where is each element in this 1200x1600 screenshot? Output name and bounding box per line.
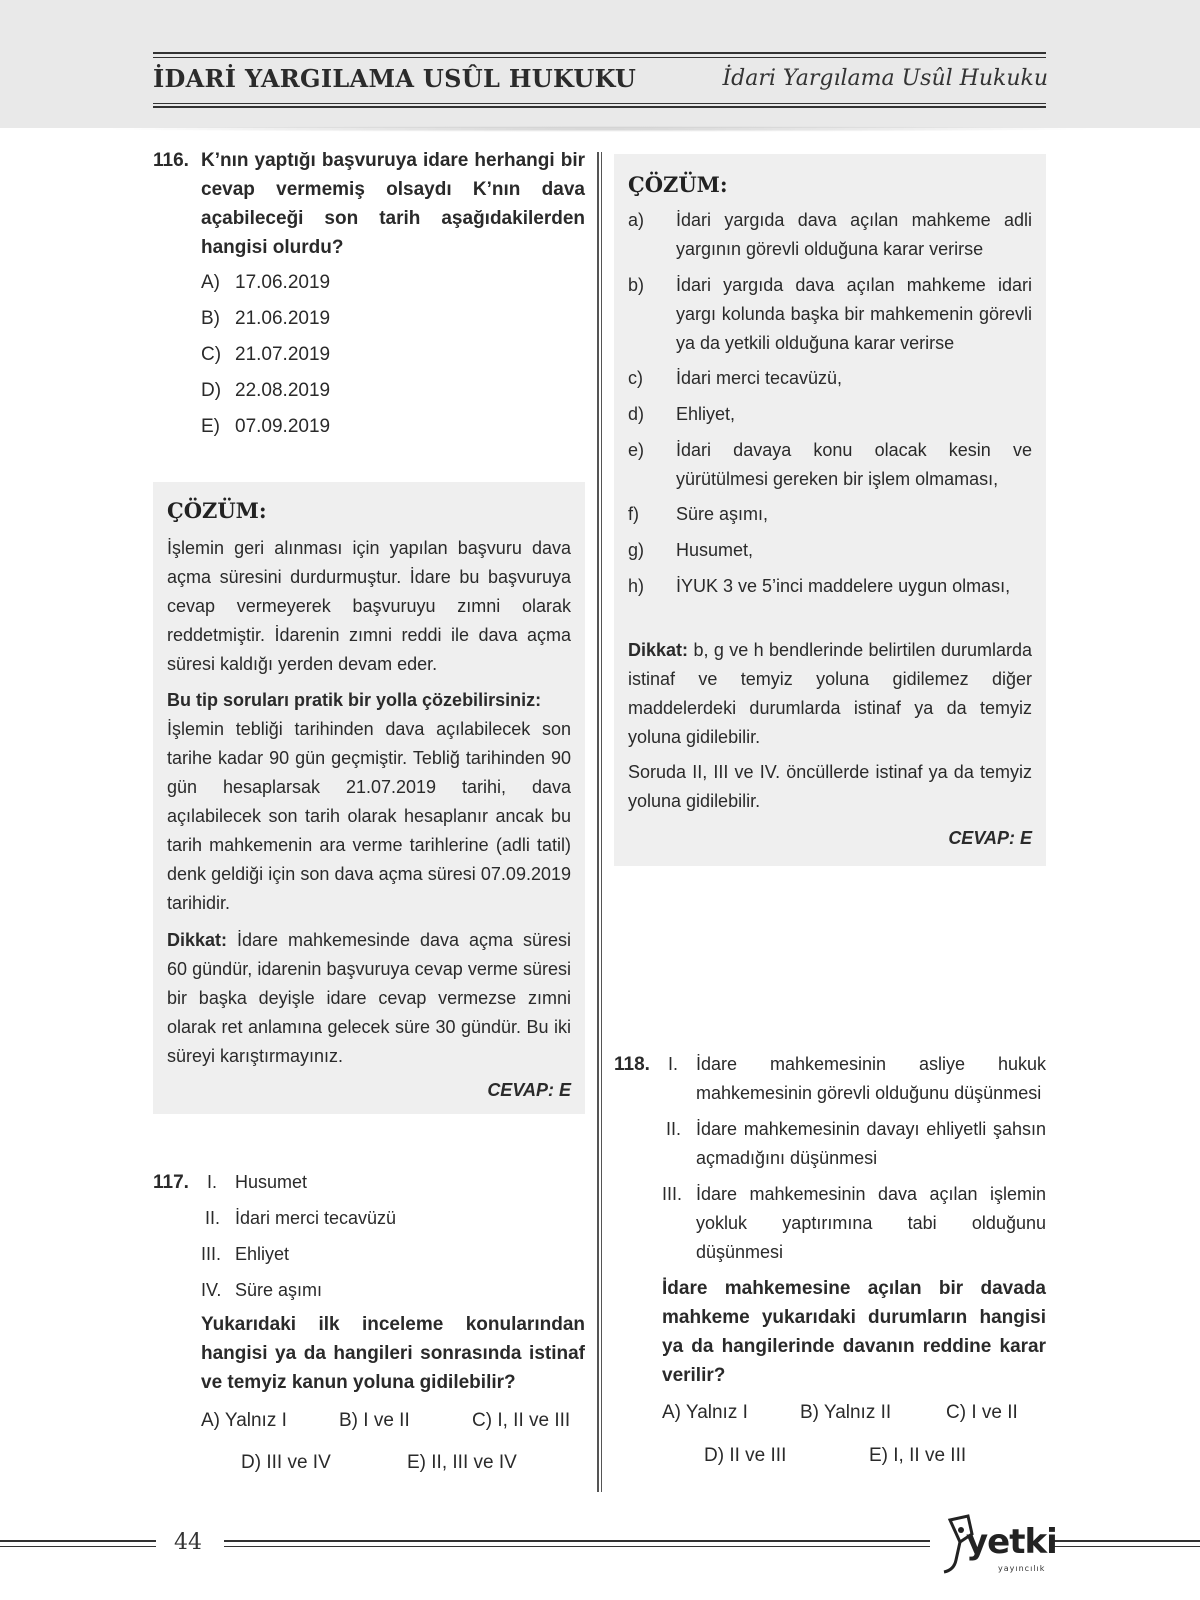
footer-rule-right-2 (1054, 1546, 1200, 1547)
q117-item-1: I. Husumet (207, 1172, 308, 1192)
answer-label: CEVAP: E (487, 1080, 571, 1100)
solution-box-117 (614, 154, 1046, 866)
q117-option-e[interactable]: E) II, III ve IV (407, 1452, 517, 1473)
logo-wordmark: yetki (966, 1522, 1057, 1562)
solution-item-d: d) Ehliyet, (628, 404, 736, 424)
solution-title: ÇÖZÜM: (628, 172, 728, 197)
header-shadow (100, 126, 1100, 132)
solution-note: Dikkat: b, g ve h bendlerinde belirtilen durumlarda istinaf ve temyiz yoluna gidilemez diğer maddelerdeki durumlarda istinaf ya da temyiz yoluna gidilebilir. (628, 640, 1032, 747)
page-number: 44 (174, 1530, 202, 1555)
q118-option-d[interactable]: D) II ve III (704, 1445, 787, 1466)
question-117-number: 117. (153, 1172, 189, 1193)
footer-rule-mid-2 (224, 1546, 930, 1547)
solution-paragraph-2: Soruda II, III ve IV. öncüllerde istinaf ya da temyiz yoluna gidilebilir. (628, 762, 1032, 811)
solution-paragraph-3: Dikkat: İdare mahkemesinde dava açma süresi 60 gündür, idarenin başvuruya cevap verme süresi bir başka deyişle idare cevap vermezse zımni olarak ret anlamına gelecek süre 30 gündür. Bu iki süreyi karıştırmayınız. (167, 930, 571, 1066)
solution-item-g: g) Husumet, (628, 540, 754, 560)
logo-subtext: yayıncılık (998, 1564, 1046, 1573)
q117-option-a[interactable]: A) Yalnız I (201, 1410, 287, 1431)
header-rule-bottom-2 (153, 106, 1046, 108)
footer-rule-right-1 (1054, 1540, 1200, 1542)
q118-option-c[interactable]: C) I ve II (946, 1402, 1018, 1423)
question-number: 116. (153, 150, 189, 171)
solution-paragraph-1: İşlemin geri alınması için yapılan başvuru dava açma süresini durdurmuştur. İdare bu başvuruya cevap vermeyerek başvuruyu zımni olarak reddetmiştir. İdarenin zımni reddi ile dava açma süresi kaldığı yerden devam eder. (167, 538, 571, 674)
column-divider (597, 152, 599, 1492)
solution-item-h: h) İYUK 3 ve 5’inci maddelere uygun olması, (628, 576, 1011, 596)
q118-item-1: I. İdare mahkemesinin asliye hukuk mahkemesinin görevli olduğunu düşünmesi (668, 1054, 1046, 1103)
q118-option-a[interactable]: A) Yalnız I (662, 1402, 748, 1423)
q117-option-d[interactable]: D) III ve IV (241, 1452, 331, 1473)
question-118-number: 118. (614, 1054, 650, 1075)
header-rule-bottom-1 (153, 103, 1046, 104)
q117-item-4: IV. Süre aşımı (201, 1280, 323, 1300)
footer-rule-left-2 (0, 1546, 156, 1547)
question-117-stem: Yukarıdaki ilk inceleme konularından hangisi ya da hangileri sonrasında istinaf ve temyiz kanun yoluna gidilebilir? (201, 1314, 585, 1393)
book-title: İDARİ YARGILAMA USÛL HUKUKU (153, 64, 637, 93)
q117-option-c[interactable]: C) I, II ve III (472, 1410, 571, 1431)
footer-rule-left-1 (0, 1540, 156, 1542)
solution-item-a: a) İdari yargıda dava açılan mahkeme adli yargının görevli olduğuna karar verirse (628, 210, 1032, 259)
q118-item-2: II. İdare mahkemesinin davayı ehliyetli şahsın açmadığını düşünmesi (666, 1119, 1046, 1168)
solution-item-b: b) İdari yargıda dava açılan mahkeme idari yargı kolunda başka bir mahkemenin görevli ya da yetkili olduğuna karar verirse (628, 275, 1032, 353)
book-subtitle: İdari Yargılama Usûl Hukuku (722, 66, 1048, 91)
footer-rule-mid-1 (224, 1540, 930, 1542)
column-divider-2 (601, 152, 602, 1492)
q117-item-2: II. İdari merci tecavüzü (205, 1208, 397, 1228)
q118-option-b[interactable]: B) Yalnız II (800, 1402, 892, 1423)
q118-option-e[interactable]: E) I, II ve III (869, 1445, 967, 1466)
publisher-logo (936, 1512, 1057, 1582)
option-e[interactable]: E) 07.09.2019 (201, 416, 331, 437)
question-stem: K’nın yaptığı başvuruya idare herhangi bir cevap vermemiş olsaydı K’nın dava açabileceği son tarih aşağıdakilerden hangisi olurdu? (201, 150, 585, 258)
option-b[interactable]: B) 21.06.2019 (201, 308, 331, 329)
q118-item-3: III. İdare mahkemesinin dava açılan işlemin yokluk yaptırımına tabi olduğunu düşünmesi (662, 1184, 1046, 1262)
header-rule-top-1 (153, 52, 1046, 54)
q117-option-b[interactable]: B) I ve II (339, 1410, 410, 1431)
solution-item-f: f) Süre aşımı, (628, 504, 769, 524)
solution-item-e: e) İdari davaya konu olacak kesin ve yürütülmesi gereken bir işlem olmaması, (628, 440, 1032, 489)
solution-paragraph-2: Bu tip soruları pratik bir yolla çözebilirsiniz: İşlemin tebliği tarihinden dava açılabilecek son tarihe kadar 90 gün geçmiştir. Tebliğ tarihinden 90 gün hesaplarsak 21.07.2019 tarihi, dava açılabilecek son tarih olarak hesaplanır ancak bu tarih mahkemenin ara verme tarihlerine (adli tatil) denk geldiği için son dava açma süresi 07.09.2019 tarihidir. (167, 690, 571, 913)
solution-item-c: c) İdari merci tecavüzü, (628, 368, 843, 388)
solution-box-116 (153, 482, 585, 1114)
solution-title: ÇÖZÜM: (167, 498, 267, 523)
option-a[interactable]: A) 17.06.2019 (201, 272, 331, 293)
question-118-stem: İdare mahkemesine açılan bir davada mahkeme yukarıdaki durumların hangisi ya da hangilerinde davanın reddine karar verilir? (662, 1278, 1046, 1386)
option-c[interactable]: C) 21.07.2019 (201, 344, 331, 365)
header-rule-top-2 (153, 57, 1046, 58)
option-d[interactable]: D) 22.08.2019 (201, 380, 331, 401)
answer-label: CEVAP: E (948, 828, 1032, 848)
q117-item-3: III. Ehliyet (201, 1244, 290, 1264)
